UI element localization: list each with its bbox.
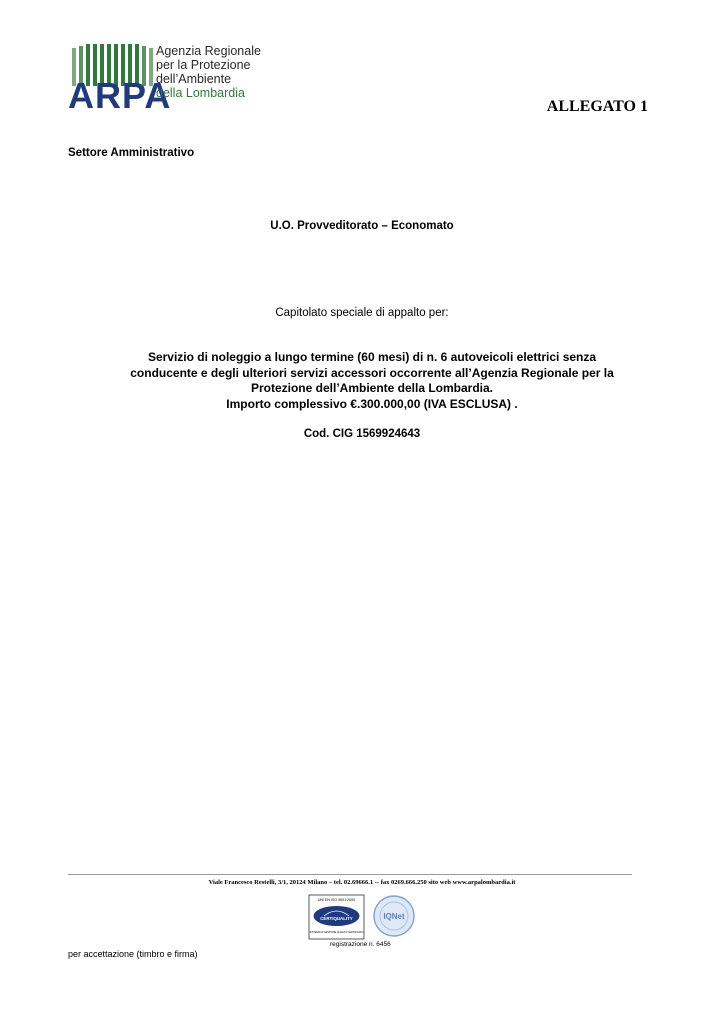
servizio-line-1: Servizio di noleggio a lungo termine (60 mesi) di n. 6 autoveicoli elettrici senza [147,350,597,364]
servizio-line-4: Importo complessivo €.300.000,00 (IVA ESCLUSA) . [226,396,518,411]
footer-divider [68,874,632,875]
allegato-label: ALLEGATO 1 [546,98,648,115]
logo-line-2: per la Protezione dell’Ambiente [156,58,251,86]
logo-line-1: Agenzia Regionale [156,44,261,58]
cert1-bottom-text: SISTEMA DI GESTIONE QUALITÀ CERTIFICATO [309,931,364,934]
cert1-top-text: UNI EN ISO 9001:2000 [317,898,356,902]
servizio-line-3: Protezione dell’Ambiente della Lombardia. [250,381,494,395]
cert1-brand-text: CERTIQUALITY [320,916,353,921]
cert2-brand-text: IQNet [383,912,405,921]
footer-address: Viale Francesco Restelli, 3/1, 20124 Milano – tel. 02.69666.1 -- fax 0269.666.250 sito web www.arpalombardia.it [208,879,516,886]
cig-code: Cod. CIG 1569924643 [303,428,421,440]
logo-agency-name [156,44,318,100]
registrazione-number: registrazione n. 6456 [330,941,391,948]
accettazione-signature-line: per accettazione (timbro e firma) [68,949,198,959]
logo-line-3: della Lombardia [156,86,245,100]
settore-heading: Settore Amministrativo [68,147,195,159]
servizio-description [100,350,644,412]
uo-heading: U.O. Provveditorato – Economato [270,220,454,232]
capitolato-subtitle: Capitolato speciale di appalto per: [275,307,449,319]
certification-logos [308,894,423,940]
arpa-wordmark: ARPA [68,75,172,116]
arpa-logo [68,44,318,114]
certiquality-iqnet-icon [308,894,423,940]
servizio-line-2: conducente e degli ulteriori servizi accessori occorrente all’Agenzia Regionale per la [130,365,614,380]
